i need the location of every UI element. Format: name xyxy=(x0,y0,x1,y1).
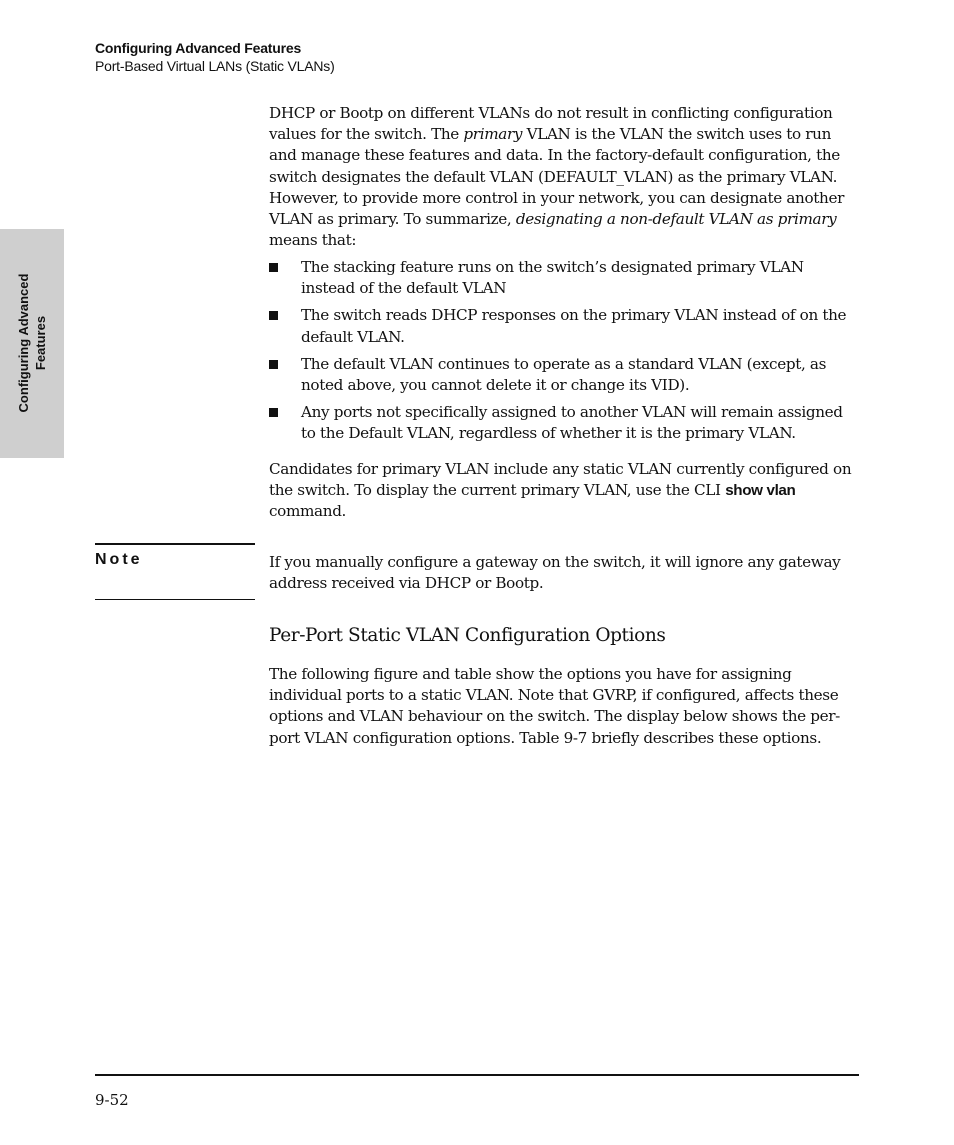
intro-text-2: VLAN is the VLAN the switch uses to run and manage these features and data. In the factory-default configuration, the switch designates the default VLAN (DEFAULT_VLAN) as the primary VLAN. However, to provide more control in your network, you can designate another VLAN as primary. To summarize, xyxy=(269,125,845,229)
intro-paragraph xyxy=(269,103,861,251)
list-item xyxy=(269,305,861,347)
square-bullet-icon xyxy=(269,360,278,369)
running-header-title: Configuring Advanced Features xyxy=(95,40,302,56)
square-bullet-icon xyxy=(269,408,278,417)
footer-rule xyxy=(95,1074,859,1076)
candidates-text-1: Candidates for primary VLAN include any static VLAN currently configured on the switch. To display the current primary VLAN, use the CLI xyxy=(269,460,852,500)
bullet-text: The stacking feature runs on the switch’s designated primary VLAN instead of the default VLAN xyxy=(301,258,804,298)
bullet-text: The switch reads DHCP responses on the primary VLAN instead of on the default VLAN. xyxy=(301,306,847,346)
bullet-list xyxy=(269,257,861,451)
note-bottom-rule xyxy=(95,599,255,600)
list-item xyxy=(269,257,861,299)
list-item xyxy=(269,354,861,396)
chapter-side-tab xyxy=(0,229,64,458)
note-label: Note xyxy=(95,551,143,568)
candidates-paragraph xyxy=(269,459,861,523)
section-heading: Per-Port Static VLAN Configuration Options xyxy=(269,625,666,646)
note-text: If you manually configure a gateway on the switch, it will ignore any gateway address received via DHCP or Bootp. xyxy=(269,553,841,593)
page-number: 9-52 xyxy=(95,1091,129,1109)
intro-emphasis-primary: primary xyxy=(463,125,523,144)
square-bullet-icon xyxy=(269,263,278,272)
side-tab-line-1: Configuring Advanced xyxy=(16,273,31,413)
list-item xyxy=(269,402,861,444)
bullet-text: The default VLAN continues to operate as a standard VLAN (except, as noted above, you cannot delete it or change its VID). xyxy=(301,354,827,395)
section-body-paragraph: The following figure and table show the options you have for assigning individual ports to a static VLAN. Note that GVRP, if configured, affects these options and VLAN behaviour on the switch. The display below shows the per-port VLAN configuration options. Table 9-7 briefly describes these options. xyxy=(269,665,840,747)
intro-emphasis-designating: designating a non-default VLAN as primary xyxy=(515,210,837,229)
side-tab-line-2: Features xyxy=(33,315,48,371)
cli-command-show-vlan: show vlan xyxy=(725,482,796,500)
intro-text-3: means that: xyxy=(269,231,357,250)
running-header-subtitle: Port-Based Virtual LANs (Static VLANs) xyxy=(95,58,335,74)
note-top-rule xyxy=(95,543,255,545)
square-bullet-icon xyxy=(269,311,278,320)
bullet-text: Any ports not specifically assigned to another VLAN will remain assigned to the Default VLAN, regardless of whether it is the primary VLAN. xyxy=(301,403,843,443)
chapter-side-tab-label xyxy=(15,274,49,413)
intro-text-1: DHCP or Bootp on different VLANs do not result in conflicting configuration values for the switch. The xyxy=(269,104,833,144)
candidates-text-2: command. xyxy=(269,502,347,521)
